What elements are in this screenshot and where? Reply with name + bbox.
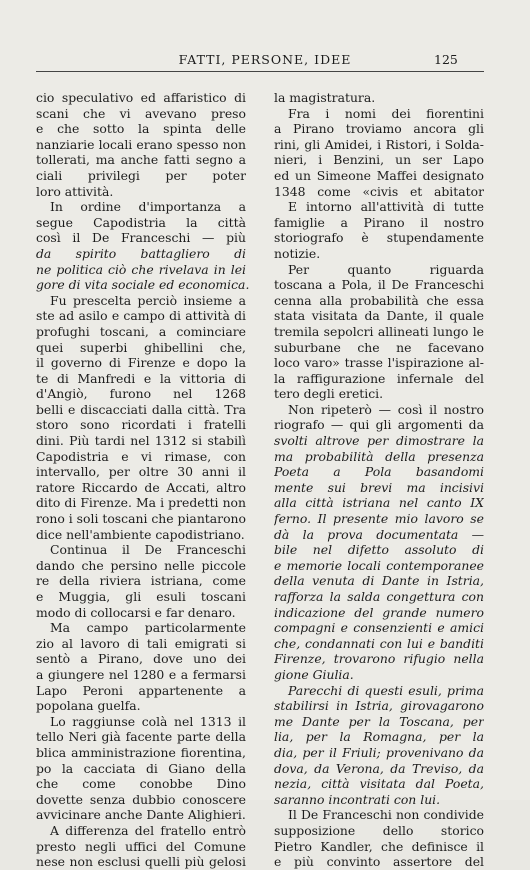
- text-line: d'Angiò, furono nel 1268: [36, 386, 246, 402]
- text-line: indicazione del grande numero: [274, 604, 484, 620]
- text-line: Fu prescelta perciò insieme a: [50, 292, 246, 308]
- text-line: scani che vi avevano preso: [36, 105, 246, 121]
- text-line: riografo — qui gli argomenti da: [274, 417, 484, 433]
- text-line: Parecchi di questi esuli, prima: [288, 682, 484, 698]
- text-line: la raffigurazione infernale del: [274, 370, 484, 386]
- text-line: Il De Franceschi non condivide: [288, 807, 484, 823]
- text-line: dà la prova documentata —: [274, 526, 484, 542]
- text-line: così il De Franceschi — più: [36, 230, 246, 246]
- text-line: Lapo Peroni appartenente a: [36, 682, 246, 698]
- text-line: te di Manfredi e la vittoria di: [36, 370, 246, 386]
- text-line: ratore Riccardo de Accati, altro: [36, 479, 246, 495]
- text-line: Capodistria e vi rimase, con: [36, 448, 246, 464]
- text-line: dito di Firenze. Ma i predetti non: [36, 495, 246, 511]
- text-line: A differenza del fratello entrò: [50, 822, 246, 838]
- text-line: Ma campo particolarmente: [50, 620, 246, 636]
- text-line: sentò a Pirano, dove uno dei: [36, 651, 246, 667]
- text-line: loco varo» trasse l'ispirazione al-: [274, 355, 484, 371]
- text-line: nezia, città visitata dal Poeta,: [274, 776, 484, 792]
- text-line: bile nel difetto assoluto di: [274, 542, 484, 558]
- text-line: mente sui brevi ma incisivi: [274, 479, 484, 495]
- text-line: ne politica ciò che rivelava in lei: [36, 261, 246, 277]
- left-text-column: [36, 90, 250, 870]
- text-line: a Pirano troviamo ancora gli: [274, 121, 484, 137]
- page-number: 125: [434, 52, 458, 67]
- text-line: E intorno all'attività di tutte: [288, 199, 484, 215]
- text-line: Pietro Kandler, che definisce il: [274, 838, 484, 854]
- text-line: tollerati, ma anche fatti segno a: [36, 152, 246, 168]
- text-line: nieri, i Benzini, un ser Lapo: [274, 152, 484, 168]
- text-line: ciali privilegi per poter: [36, 167, 246, 183]
- text-line: famiglie a Pirano il nostro: [274, 214, 484, 230]
- text-line: popolana guelfa.: [36, 698, 141, 714]
- text-line: Firenze, trovarono rifugio nella: [274, 651, 484, 667]
- text-line: dovette senza dubbio conoscere: [36, 791, 246, 807]
- text-line: che, condannati con lui e banditi: [274, 635, 484, 651]
- text-line: suburbane che ne facevano: [274, 339, 484, 355]
- text-line: Lo raggiunse colà nel 1313 il: [50, 713, 246, 729]
- text-line: dando che persino nelle piccole: [36, 557, 246, 573]
- text-line: po la cacciata di Giano della: [36, 760, 246, 776]
- text-line: e memorie locali contemporanee: [274, 557, 484, 573]
- text-line: stabilirsi in Istria, girovagarono: [274, 698, 484, 714]
- text-line: storo sono ricordati i fratelli: [36, 417, 246, 433]
- text-line: rono i soli toscani che piantarono: [36, 511, 246, 527]
- text-line: lia, per la Romagna, per la: [274, 729, 484, 745]
- running-head: FATTI, PERSONE, IDEE: [178, 52, 352, 67]
- text-line: della venuta di Dante in Istria,: [274, 573, 484, 589]
- text-line: Continua il De Franceschi: [50, 542, 246, 558]
- text-line: storiografo è stupendamente: [274, 230, 484, 246]
- text-line: dia, per il Friuli; provenivano da: [274, 744, 484, 760]
- text-line: ed un Simeone Maffei designato: [274, 167, 484, 183]
- text-line: 1348 come «civis et abitator: [274, 183, 484, 199]
- text-line: e più convinto assertore del: [274, 854, 484, 870]
- text-line: notizie.: [274, 245, 321, 261]
- text-line: me Dante per la Toscana, per: [274, 713, 484, 729]
- text-line: Non ripeterò — così il nostro: [288, 401, 484, 417]
- text-line: avvicinare anche Dante Alighieri.: [36, 807, 246, 823]
- text-line: belli e discacciati dalla città. Tra: [36, 401, 246, 417]
- text-line: In ordine d'importanza a: [50, 199, 246, 215]
- text-line: a giungere nel 1280 e a fermarsi: [36, 666, 246, 682]
- text-line: compagni e consenzienti e amici: [274, 620, 484, 636]
- text-line: intervallo, per oltre 30 anni il: [36, 464, 246, 480]
- text-line: supposizione dello storico: [274, 822, 484, 838]
- text-line: ste ad asilo e campo di attività di: [36, 308, 246, 324]
- header-rule: [36, 71, 484, 72]
- text-line: tero degli eretici.: [274, 386, 384, 402]
- text-line: che come conobbe Dino: [36, 776, 246, 792]
- text-line: modo di collocarsi e far denaro.: [36, 604, 236, 620]
- text-line: loro attività.: [36, 183, 114, 199]
- text-line: da spirito battagliero di: [36, 245, 246, 261]
- text-line: quei superbi ghibellini che,: [36, 339, 246, 355]
- text-line: ferno. Il presente mio lavoro se: [274, 511, 484, 527]
- text-line: dini. Più tardi nel 1312 si stabilì: [36, 433, 246, 449]
- text-line: rafforza la salda congettura con: [274, 589, 484, 604]
- text-line: Poeta a Pola basandomi: [274, 464, 484, 480]
- text-line: Fra i nomi dei fiorentini: [288, 105, 484, 121]
- text-line: profughi toscani, a cominciare: [36, 323, 246, 339]
- text-line: segue Capodistria la città: [36, 214, 246, 230]
- text-line: presto negli uffici del Comune: [36, 838, 246, 854]
- text-line: stata visitata da Dante, il quale: [274, 308, 484, 324]
- text-line: cenna alla probabilità che essa: [274, 292, 484, 308]
- text-line: dice nell'ambiente capodistriano.: [36, 526, 245, 542]
- text-line: e Muggia, gli esuli toscani: [36, 589, 246, 604]
- text-line: dova, da Verona, da Treviso, da: [274, 760, 484, 776]
- text-line: rini, gli Amidei, i Ristori, i Solda-: [274, 136, 484, 152]
- text-line: alla città istriana nel canto IX: [274, 495, 484, 511]
- text-line: zio al lavoro di tali emigrati si: [36, 635, 246, 651]
- text-line: e che sotto la spinta delle: [36, 121, 246, 137]
- text-line: gore di vita sociale ed economica.: [36, 277, 250, 293]
- text-line: ma probabilità della presenza: [274, 448, 484, 464]
- text-line: tremila sepolcri allineati lungo le: [274, 323, 484, 339]
- text-line: blica amministrazione fiorentina,: [36, 744, 246, 760]
- right-text-column: [274, 90, 484, 870]
- text-line: nanziarie locali erano spesso non: [36, 136, 246, 152]
- text-line: saranno incontrati con lui.: [274, 791, 441, 807]
- text-line: svolti altrove per dimostrare la: [274, 433, 484, 449]
- text-line: la magistratura.: [274, 90, 376, 105]
- text-line: nese non esclusi quelli più gelosi: [36, 854, 246, 870]
- text-line: re della riviera istriana, come: [36, 573, 246, 589]
- text-line: il governo di Firenze e dopo la: [36, 355, 246, 371]
- text-line: cio speculativo ed affaristico di: [36, 90, 246, 105]
- text-line: Per quanto riguarda: [288, 261, 484, 277]
- text-line: toscana a Pola, il De Franceschi: [274, 277, 484, 293]
- text-line: gione Giulia.: [274, 666, 354, 682]
- text-line: tello Neri già facente parte della: [36, 729, 246, 745]
